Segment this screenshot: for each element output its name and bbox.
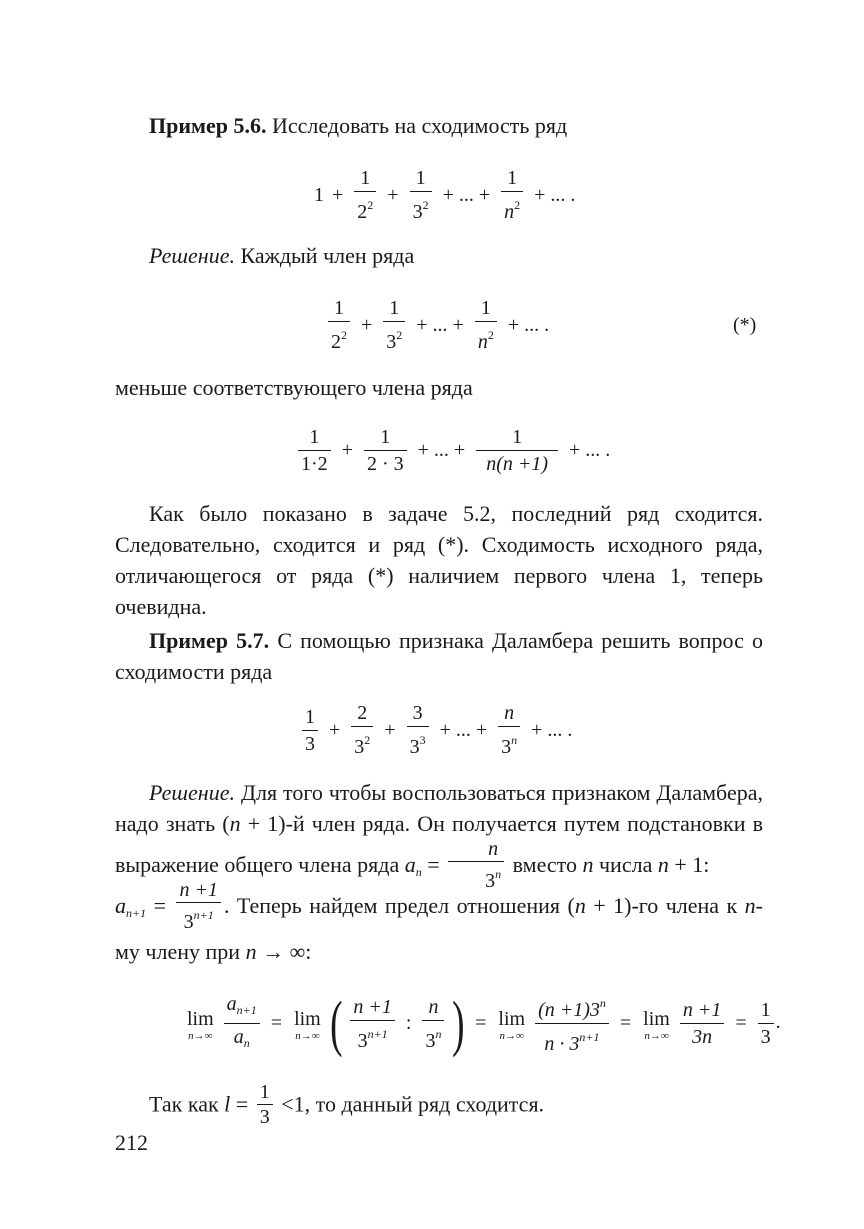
exponent: 2 xyxy=(422,198,429,212)
numerator: 1 xyxy=(512,426,523,448)
inline-fraction xyxy=(176,878,221,934)
equation-tag: (*) xyxy=(733,314,757,336)
solution-text: Для того чтобы воспользоваться признаком Даламбера, надо знать ( xyxy=(115,780,763,836)
solution-text: -му члену при xyxy=(115,893,763,964)
solution-label: Решение. xyxy=(149,780,235,805)
solution-2-continuation xyxy=(115,880,763,967)
formula-limit xyxy=(184,990,781,1057)
page-number: 212 xyxy=(115,1130,148,1155)
formula-ellipsis: + ... + xyxy=(439,718,488,741)
exponent: 3 xyxy=(419,733,426,747)
numerator-base: (n +1)3 xyxy=(538,999,600,1021)
numerator: n +1 xyxy=(353,995,392,1018)
variable-n: n xyxy=(229,811,241,836)
denominator-base: 3 xyxy=(409,736,420,758)
fraction xyxy=(501,165,523,225)
numerator: 3 xyxy=(412,702,423,724)
denominator-base: 3 xyxy=(357,1029,368,1052)
denominator xyxy=(176,902,221,934)
solution-text: + 1)-й член ряда. Он получается путем подстановки в выражение общего члена ряда xyxy=(115,811,763,878)
right-paren: ) xyxy=(452,989,465,1058)
formula-ellipsis: + ... + xyxy=(417,439,466,461)
fraction xyxy=(354,165,376,225)
conclusion-text: Так как xyxy=(149,1091,225,1117)
variable-n: n xyxy=(574,893,586,919)
comparison-text: меньше соответствующего члена ряда xyxy=(115,375,473,400)
exponent: n xyxy=(599,996,606,1010)
variable-a: a xyxy=(404,852,416,878)
variable-n: n xyxy=(245,939,257,964)
numerator: 1 xyxy=(380,426,391,448)
denominator-base: 3 xyxy=(501,736,512,758)
exponent: n xyxy=(495,867,502,881)
solution-1-intro xyxy=(115,240,763,271)
solution-label: Решение. xyxy=(149,243,235,268)
fraction xyxy=(328,295,350,355)
formula-series-1 xyxy=(310,165,579,225)
equals-sign: = xyxy=(146,893,174,919)
example-5-6-heading: Пример 5.6. xyxy=(149,113,267,138)
denominator xyxy=(328,321,350,355)
numerator: 1 xyxy=(305,705,315,728)
formula-ellipsis: + ... + xyxy=(442,183,491,206)
numerator: 1 xyxy=(389,297,400,319)
denominator-base: 3 xyxy=(354,736,365,758)
numerator: 1 xyxy=(360,167,371,189)
formula-tail: + ... . xyxy=(531,718,573,741)
denominator-base: 2 xyxy=(357,201,368,223)
denominator: 1·2 xyxy=(298,450,331,477)
fraction xyxy=(476,424,558,477)
exponent: 2 xyxy=(364,733,371,747)
denominator-base: 3 xyxy=(425,1029,436,1052)
numerator: 1 xyxy=(334,297,344,319)
example-5-7-heading: Пример 5.7. xyxy=(149,628,270,653)
numerator: n +1 xyxy=(682,999,722,1021)
exponent: 2 xyxy=(514,198,521,212)
formula-plus: + xyxy=(361,313,373,336)
denominator-base: 3 xyxy=(386,331,397,353)
lim-subscript: n→∞ xyxy=(499,1029,524,1042)
formula-tail: + ... . xyxy=(507,313,550,336)
variable-l: l xyxy=(224,1091,231,1117)
equals-sign: = xyxy=(270,1012,283,1034)
exponent: n+1 xyxy=(367,1026,388,1041)
fraction xyxy=(498,700,520,760)
formula-plus: + xyxy=(387,183,399,206)
denominator-base: n · 3 xyxy=(544,1033,580,1055)
example-5-6-intro xyxy=(115,110,763,141)
limit-operator xyxy=(187,1007,214,1041)
numerator: 1 xyxy=(309,426,320,448)
example-5-6-text: Исследовать на сходимость ряд xyxy=(266,113,568,138)
denominator xyxy=(407,726,429,760)
subscript: n+1 xyxy=(126,906,147,921)
numerator: 1 xyxy=(480,297,491,319)
solution-text: числа xyxy=(593,852,658,878)
inline-fraction xyxy=(257,1080,273,1129)
numerator: n +1 xyxy=(179,879,218,901)
fraction xyxy=(383,295,405,355)
denominator xyxy=(350,1020,395,1054)
denominator xyxy=(535,1023,609,1057)
denominator xyxy=(501,191,523,225)
fraction xyxy=(407,700,429,760)
variable-a: a xyxy=(226,993,237,1015)
fraction xyxy=(350,994,395,1054)
denominator-base: n xyxy=(504,201,515,223)
numerator: n xyxy=(428,995,439,1018)
denominator xyxy=(351,726,373,760)
denominator: 3 xyxy=(758,1023,774,1050)
limit-operator xyxy=(294,1007,321,1041)
equals-sign: = xyxy=(230,1091,254,1117)
numerator: n xyxy=(504,702,515,724)
lim-subscript: n→∞ xyxy=(295,1029,320,1042)
denominator xyxy=(383,321,405,355)
fraction xyxy=(298,424,331,477)
numerator: 1 xyxy=(415,167,426,189)
denominator xyxy=(475,321,497,355)
lim-word: lim xyxy=(643,1007,670,1030)
fraction xyxy=(302,704,318,757)
formula-tail: + ... . xyxy=(534,183,576,206)
variable-a: a xyxy=(115,893,126,919)
colon: : xyxy=(405,1012,412,1034)
inequality: <1, xyxy=(275,1091,311,1117)
example-5-7-intro xyxy=(115,625,763,687)
denominator: 3 xyxy=(257,1104,273,1129)
solution-text: + 1)-го члена к xyxy=(585,893,745,919)
final-conclusion xyxy=(149,1082,544,1131)
exponent: 2 xyxy=(367,198,374,212)
limit-operator xyxy=(643,1007,670,1041)
formula-plus: + xyxy=(341,439,353,461)
period: . xyxy=(775,1011,781,1034)
variable-n: n xyxy=(657,852,669,878)
exponent: n+1 xyxy=(193,908,214,922)
variable-a: a xyxy=(233,1026,244,1048)
numerator: 2 xyxy=(357,702,368,724)
left-paren: ( xyxy=(329,989,343,1058)
fraction xyxy=(422,994,444,1054)
numerator xyxy=(224,991,260,1023)
lim-subscript: n→∞ xyxy=(644,1029,669,1042)
subscript: n+1 xyxy=(236,1003,257,1017)
denominator: n(n +1) xyxy=(476,450,558,477)
formula-series-3 xyxy=(296,424,614,477)
paragraph-conclusion-5-6: Как было показано в задаче 5.2, последний ряд сходится. Следовательно, сходится и ряд (*). Сходимость исходного ряда, отличающегося от ряда (*) наличием первого члена 1, теперь очевидна. xyxy=(115,501,763,619)
denominator xyxy=(224,1023,260,1056)
formula-series-2 xyxy=(326,295,553,355)
equals-sign: = xyxy=(735,1012,747,1034)
exponent: 2 xyxy=(341,328,347,342)
exponent: n+1 xyxy=(579,1030,600,1044)
numerator: n xyxy=(488,838,499,860)
fraction xyxy=(364,424,407,477)
conclusion-text: то данный ряд сходится. xyxy=(315,1091,545,1117)
variable-n: n xyxy=(582,852,594,878)
numerator: 1 xyxy=(507,167,518,189)
formula-tail: + ... . xyxy=(569,439,611,461)
limit-operator xyxy=(498,1007,525,1041)
exponent: n xyxy=(435,1026,442,1041)
denominator xyxy=(422,1020,444,1054)
formula-plus: + xyxy=(384,718,396,741)
numerator: 1 xyxy=(259,1081,270,1103)
denominator: 3 xyxy=(302,730,318,757)
formula-plus: + xyxy=(329,718,341,741)
exponent: 2 xyxy=(487,328,494,342)
denominator: 3n xyxy=(680,1023,725,1050)
solution-text: + 1: xyxy=(668,852,710,878)
equals-sign: = xyxy=(421,852,446,878)
denominator xyxy=(498,726,520,760)
example-5-7-text: С помощью признака Даламбера решить вопрос о сходимости ряда xyxy=(115,628,763,684)
fraction xyxy=(410,165,432,225)
equals-sign: = xyxy=(619,1012,632,1034)
solution-text: . Теперь найдем предел отношения ( xyxy=(223,893,575,919)
numerator: 1 xyxy=(760,999,771,1021)
numerator xyxy=(535,990,609,1023)
denominator-base: 3 xyxy=(183,911,194,933)
fraction xyxy=(475,295,497,355)
lim-subscript: n→∞ xyxy=(188,1029,213,1042)
formula-ellipsis: + ... + xyxy=(416,313,464,336)
denominator xyxy=(354,191,376,225)
formula-series-4 xyxy=(300,700,576,760)
formula-plus: + xyxy=(332,183,344,206)
denominator-base: n xyxy=(477,331,488,353)
fraction xyxy=(224,991,260,1056)
lim-word: lim xyxy=(187,1007,214,1030)
lim-word: lim xyxy=(498,1007,526,1030)
fraction xyxy=(758,997,774,1050)
solution-text: → ∞: xyxy=(256,939,312,964)
solution-text: вместо xyxy=(507,852,583,878)
subscript: n xyxy=(243,1036,250,1050)
exponent: n xyxy=(511,733,518,747)
solution-text: Каждый член ряда xyxy=(234,243,415,268)
fraction xyxy=(535,990,609,1057)
subscript: n xyxy=(415,865,422,880)
fraction xyxy=(351,700,373,760)
denominator-base: 2 xyxy=(331,331,341,353)
fraction xyxy=(680,997,725,1050)
formula-term: 1 xyxy=(314,183,324,206)
denominator-base: 3 xyxy=(485,870,496,892)
lim-word: lim xyxy=(294,1007,321,1030)
equals-sign: = xyxy=(475,1012,487,1034)
denominator xyxy=(410,191,432,225)
variable-n: n xyxy=(744,893,756,919)
exponent: 2 xyxy=(396,328,403,342)
denominator: 2 · 3 xyxy=(364,450,407,477)
denominator-base: 3 xyxy=(412,201,423,223)
